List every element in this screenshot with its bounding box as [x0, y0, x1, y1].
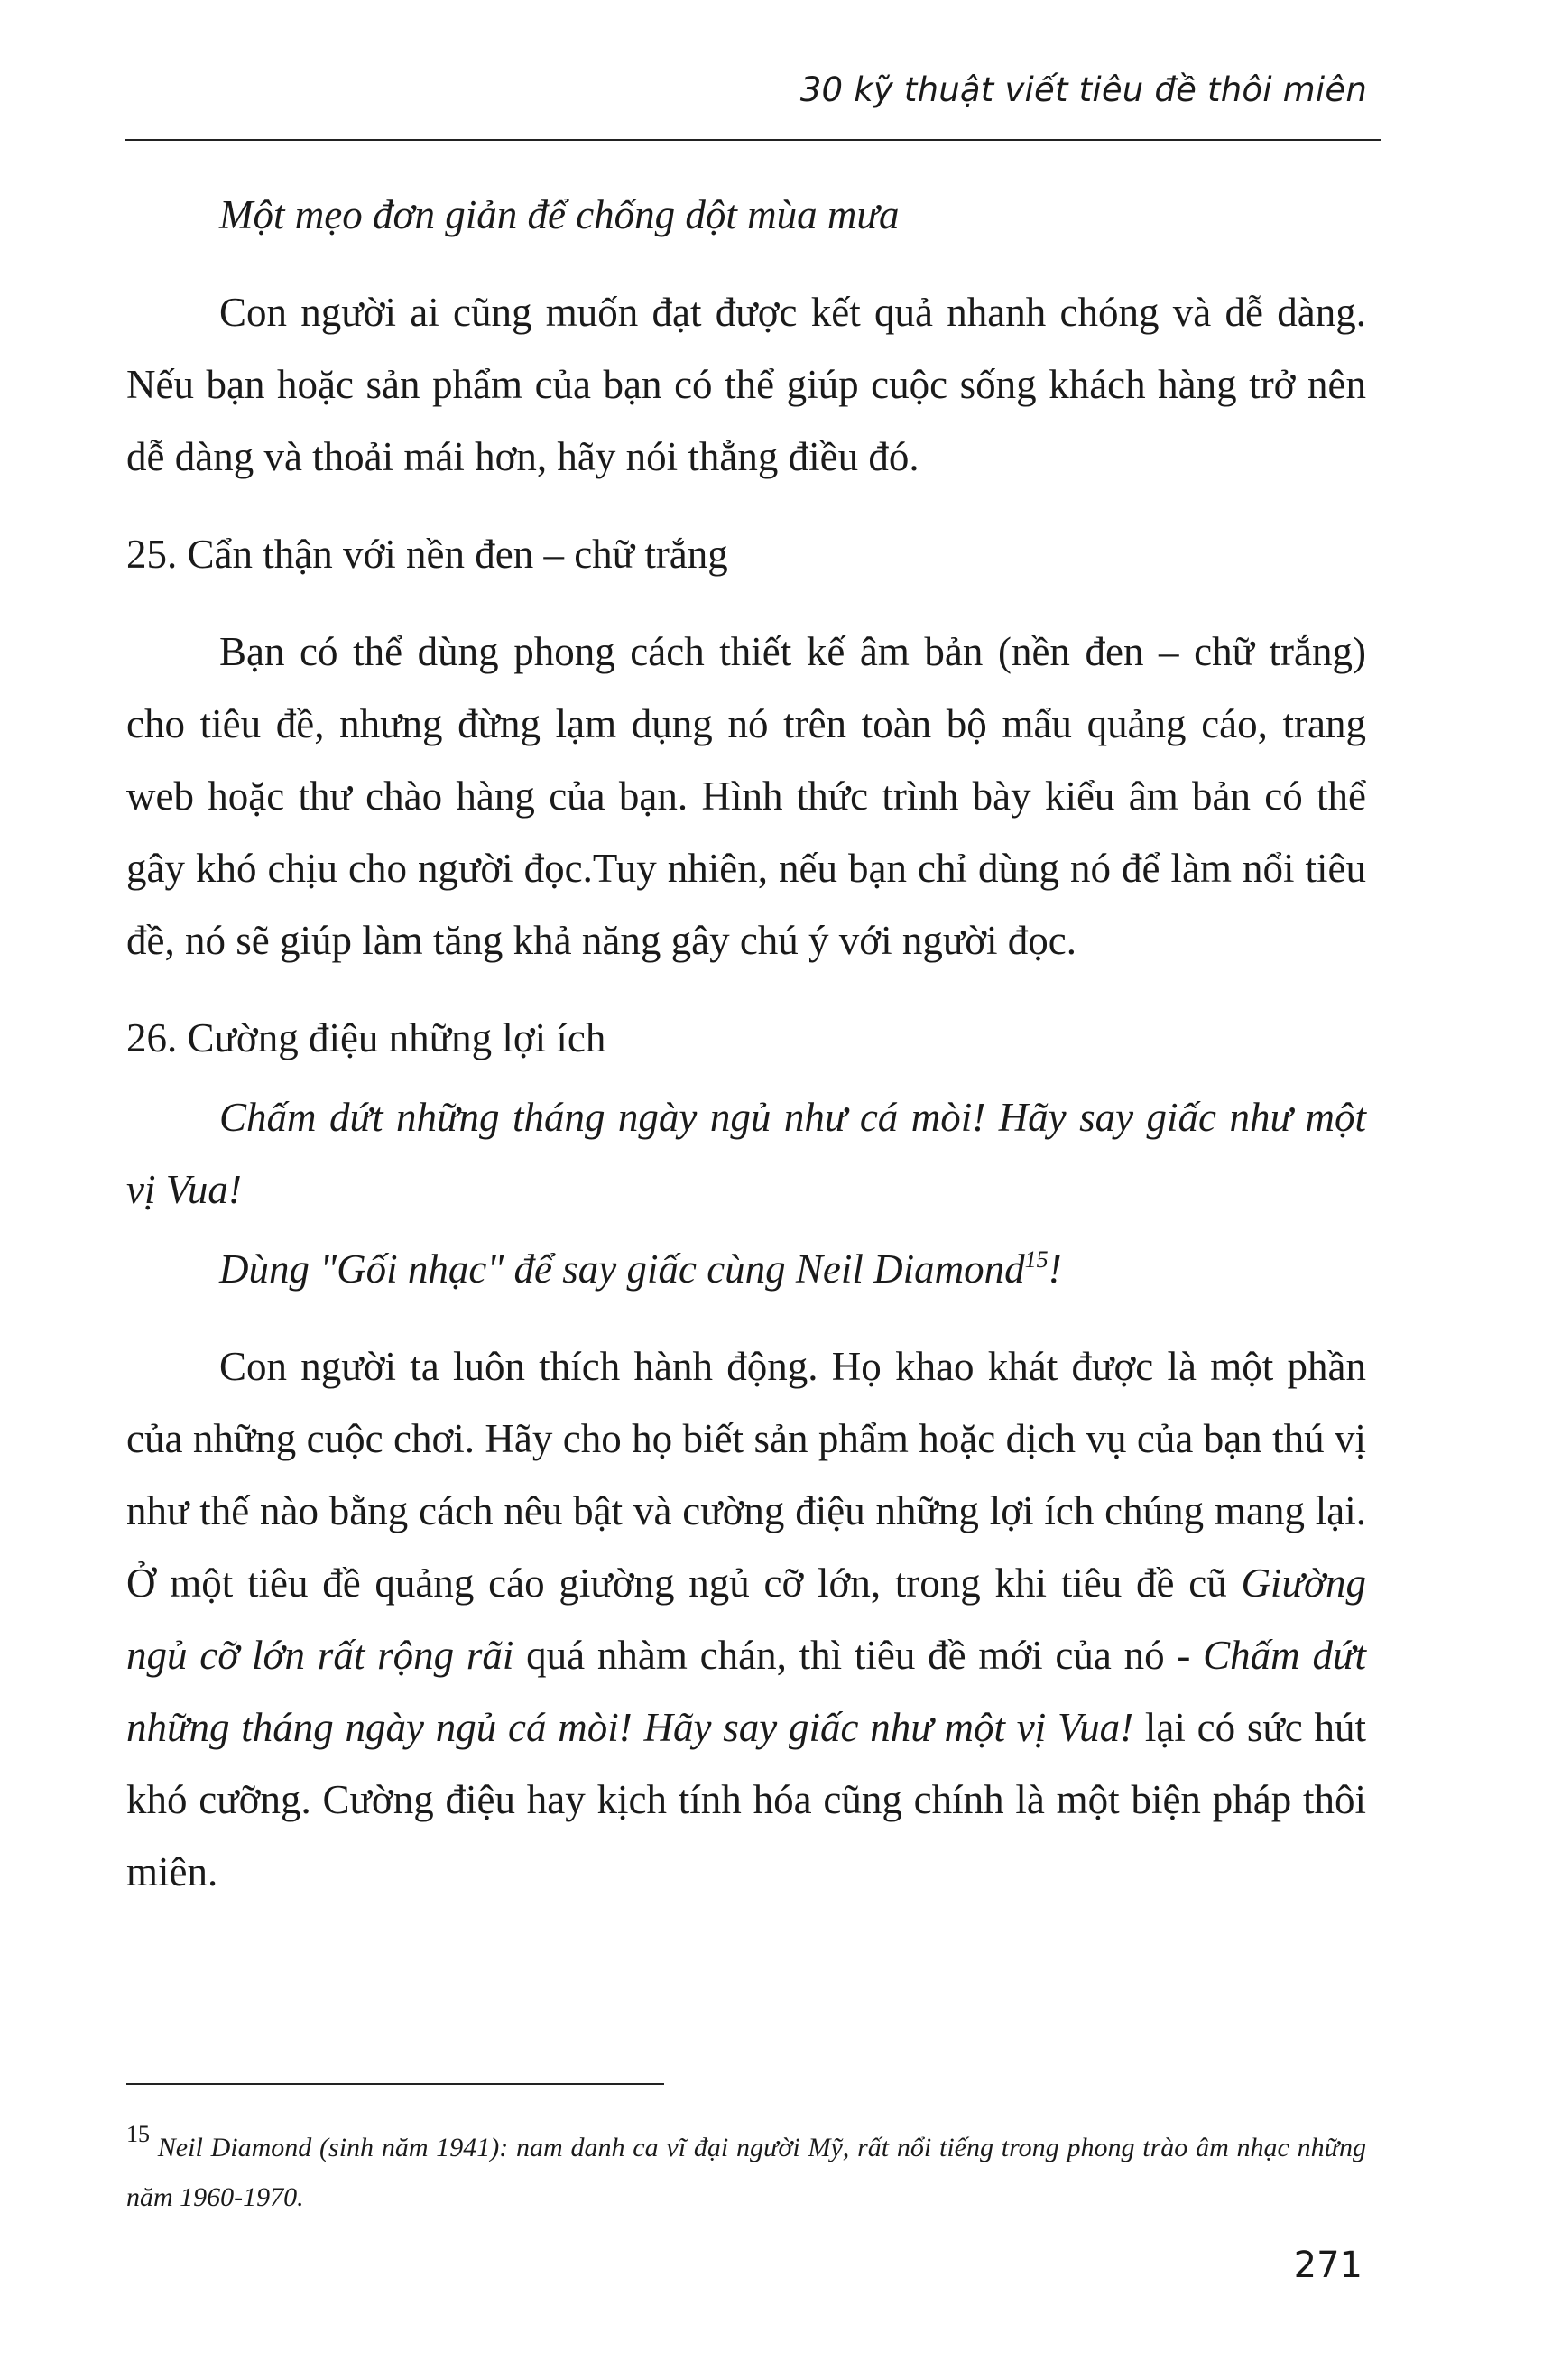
footnote-text: Neil Diamond (sinh năm 1941): nam danh ca vĩ đại người Mỹ, rất nổi tiếng trong phong trào âm nhạc những năm 1960-1970.	[126, 2133, 1366, 2212]
body-text	[126, 179, 1366, 1908]
page-number: 271	[1293, 2245, 1363, 2286]
footnote-divider	[126, 2083, 664, 2085]
paragraph-26-part2: quá nhàm chán, thì tiêu đề mới của nó -	[513, 1633, 1204, 1678]
header-divider	[125, 139, 1381, 141]
example-headline-26a: Chấm dứt những tháng ngày ngủ như cá mòi! Hãy say giấc như một vị Vua!	[126, 1095, 1366, 1212]
paragraph-26-italic-old-headline: Giường ngủ cỡ lớn rất rộng rãi	[126, 1560, 1366, 1678]
footnote	[126, 2123, 1366, 2222]
example-headline-26b	[126, 1233, 1366, 1305]
section-heading-26: 26. Cường điệu những lợi ích	[126, 1015, 606, 1060]
footnote-number: 15	[126, 2121, 150, 2147]
paragraph-26-part1: Con người ta luôn thích hành động. Họ khao khát được là một phần của những cuộc chơi. Hãy cho họ biết sản phẩm hoặc dịch vụ của bạn thú vị như thế nào bằng cách nêu bật và cường điệu những lợi ích chúng mang lại. Ở một tiêu đề quảng cáo giường ngủ cỡ lớn, trong khi tiêu đề cũ	[126, 1344, 1366, 1606]
section-heading-25: 25. Cẩn thận với nền đen – chữ trắng	[126, 532, 728, 577]
paragraph-26	[126, 1330, 1366, 1908]
paragraph-24: Con người ai cũng muốn đạt được kết quả nhanh chóng và dễ dàng. Nếu bạn hoặc sản phẩm của bạn có thể giúp cuộc sống khách hàng trở nên dễ dàng và thoải mái hơn, hãy nói thẳng điều đó.	[126, 290, 1366, 479]
paragraph-26-part3: lại có sức hút khó cưỡng. Cường điệu hay kịch tính hóa cũng chính là một biện pháp thôi miên.	[126, 1705, 1366, 1894]
example-26b-text: Dùng "Gối nhạc" để say giấc cùng Neil Diamond	[219, 1246, 1025, 1292]
example-26b-end: !	[1048, 1246, 1062, 1292]
footnote-reference: 15	[1024, 1246, 1049, 1273]
example-headline-24: Một mẹo đơn giản để chống dột mùa mưa	[219, 192, 900, 237]
paragraph-26-italic-new-headline: Chấm dứt những tháng ngày ngủ cá mòi! Hãy say giấc như một vị Vua!	[126, 1633, 1366, 1750]
paragraph-25: Bạn có thể dùng phong cách thiết kế âm bản (nền đen – chữ trắng) cho tiêu đề, nhưng đừng lạm dụng nó trên toàn bộ mẩu quảng cáo, trang web hoặc thư chào hàng của bạn. Hình thức trình bày kiểu âm bản có thể gây khó chịu cho người đọc.Tuy nhiên, nếu bạn chỉ dùng nó để làm nổi tiêu đề, nó sẽ giúp làm tăng khả năng gây chú ý với người đọc.	[126, 629, 1366, 963]
running-header-title: 30 kỹ thuật viết tiêu đề thôi miên	[799, 70, 1367, 109]
